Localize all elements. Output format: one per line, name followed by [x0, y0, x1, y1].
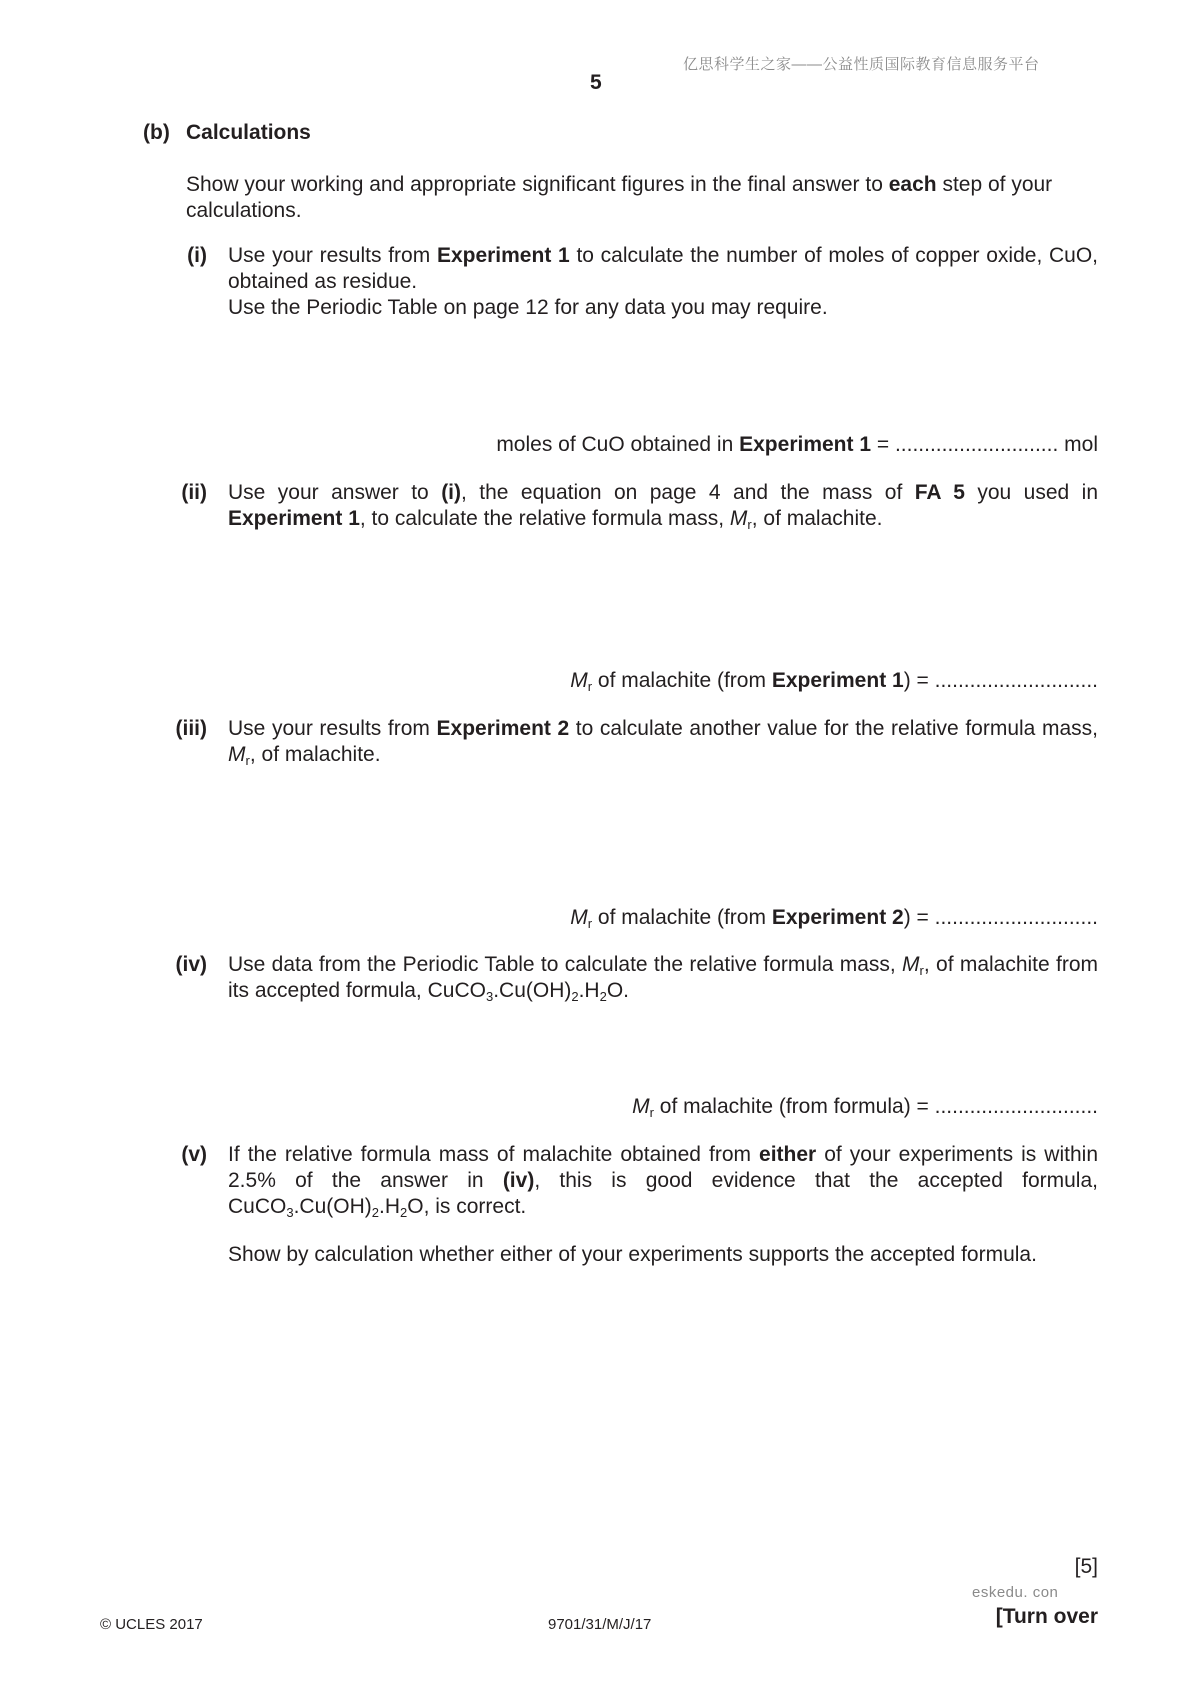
question-label-ii: (ii) [181, 481, 207, 504]
copyright-notice: © UCLES 2017 [100, 1616, 203, 1633]
question-label-i: (i) [187, 244, 207, 267]
marks-total: [5] [1074, 1555, 1098, 1578]
question-label-iv: (iv) [175, 953, 207, 976]
question-text-iv: Use data from the Periodic Table to calculate the relative formula mass, $M_r$, of malachite from its accepted formula, $CuCO_3.Cu(OH)_2.H_2O$. [228, 953, 1098, 1004]
answer-line-iii: $M_r$ of malachite (from Experiment 2) = ............................ [570, 906, 1098, 931]
answer-line-ii: $M_r$ of malachite (from Experiment 1) = ............................ [570, 669, 1098, 694]
header-watermark: 亿思科学生之家——公益性质国际教育信息服务平台 [683, 56, 1040, 73]
paper-code: 9701/31/M/J/17 [548, 1616, 652, 1633]
question-label-iii: (iii) [175, 717, 207, 740]
turn-over-label: [Turn over [995, 1605, 1098, 1628]
section-intro: Show your working and appropriate significant figures in the final answer to each step of your calculations. [186, 173, 1053, 222]
answer-line-iv: $M_r$ of malachite (from formula) = ............................ [632, 1095, 1098, 1120]
page-number: 5 [590, 71, 602, 94]
answer-line-i: moles of CuO obtained in Experiment 1 = ............................ mol [496, 433, 1098, 456]
part-title: Calculations [186, 121, 311, 144]
question-text-i: Use your results from Experiment 1 to calculate the number of moles of copper oxide, CuO, obtained as residue. Use the Periodic Table on page 12 for any data you may require. [228, 244, 1099, 319]
question-text-iii: Use your results from Experiment 2 to calculate another value for the relative formula mass, $M_r$, of malachite. [228, 717, 1098, 768]
footer-watermark: eskedu. con [972, 1584, 1059, 1601]
part-label: (b) [143, 121, 170, 144]
question-text-v: If the relative formula mass of malachite obtained from either of your experiments is within 2.5% of the answer in (iv), this is good evidence that the accepted formula, $CuCO_3.Cu(OH)_2.H_2O$, is correct. Show by calculation whether either of your experiments supports the accepted formula. [228, 1143, 1098, 1266]
question-label-v: (v) [181, 1143, 207, 1166]
question-text-ii: Use your answer to (i), the equation on page 4 and the mass of FA 5 you used in Experiment 1, to calculate the relative formula mass, $M_r$, of malachite. [228, 481, 1098, 532]
question-instruction-v: Show by calculation whether either of your experiments supports the accepted formula. [228, 1243, 1037, 1266]
